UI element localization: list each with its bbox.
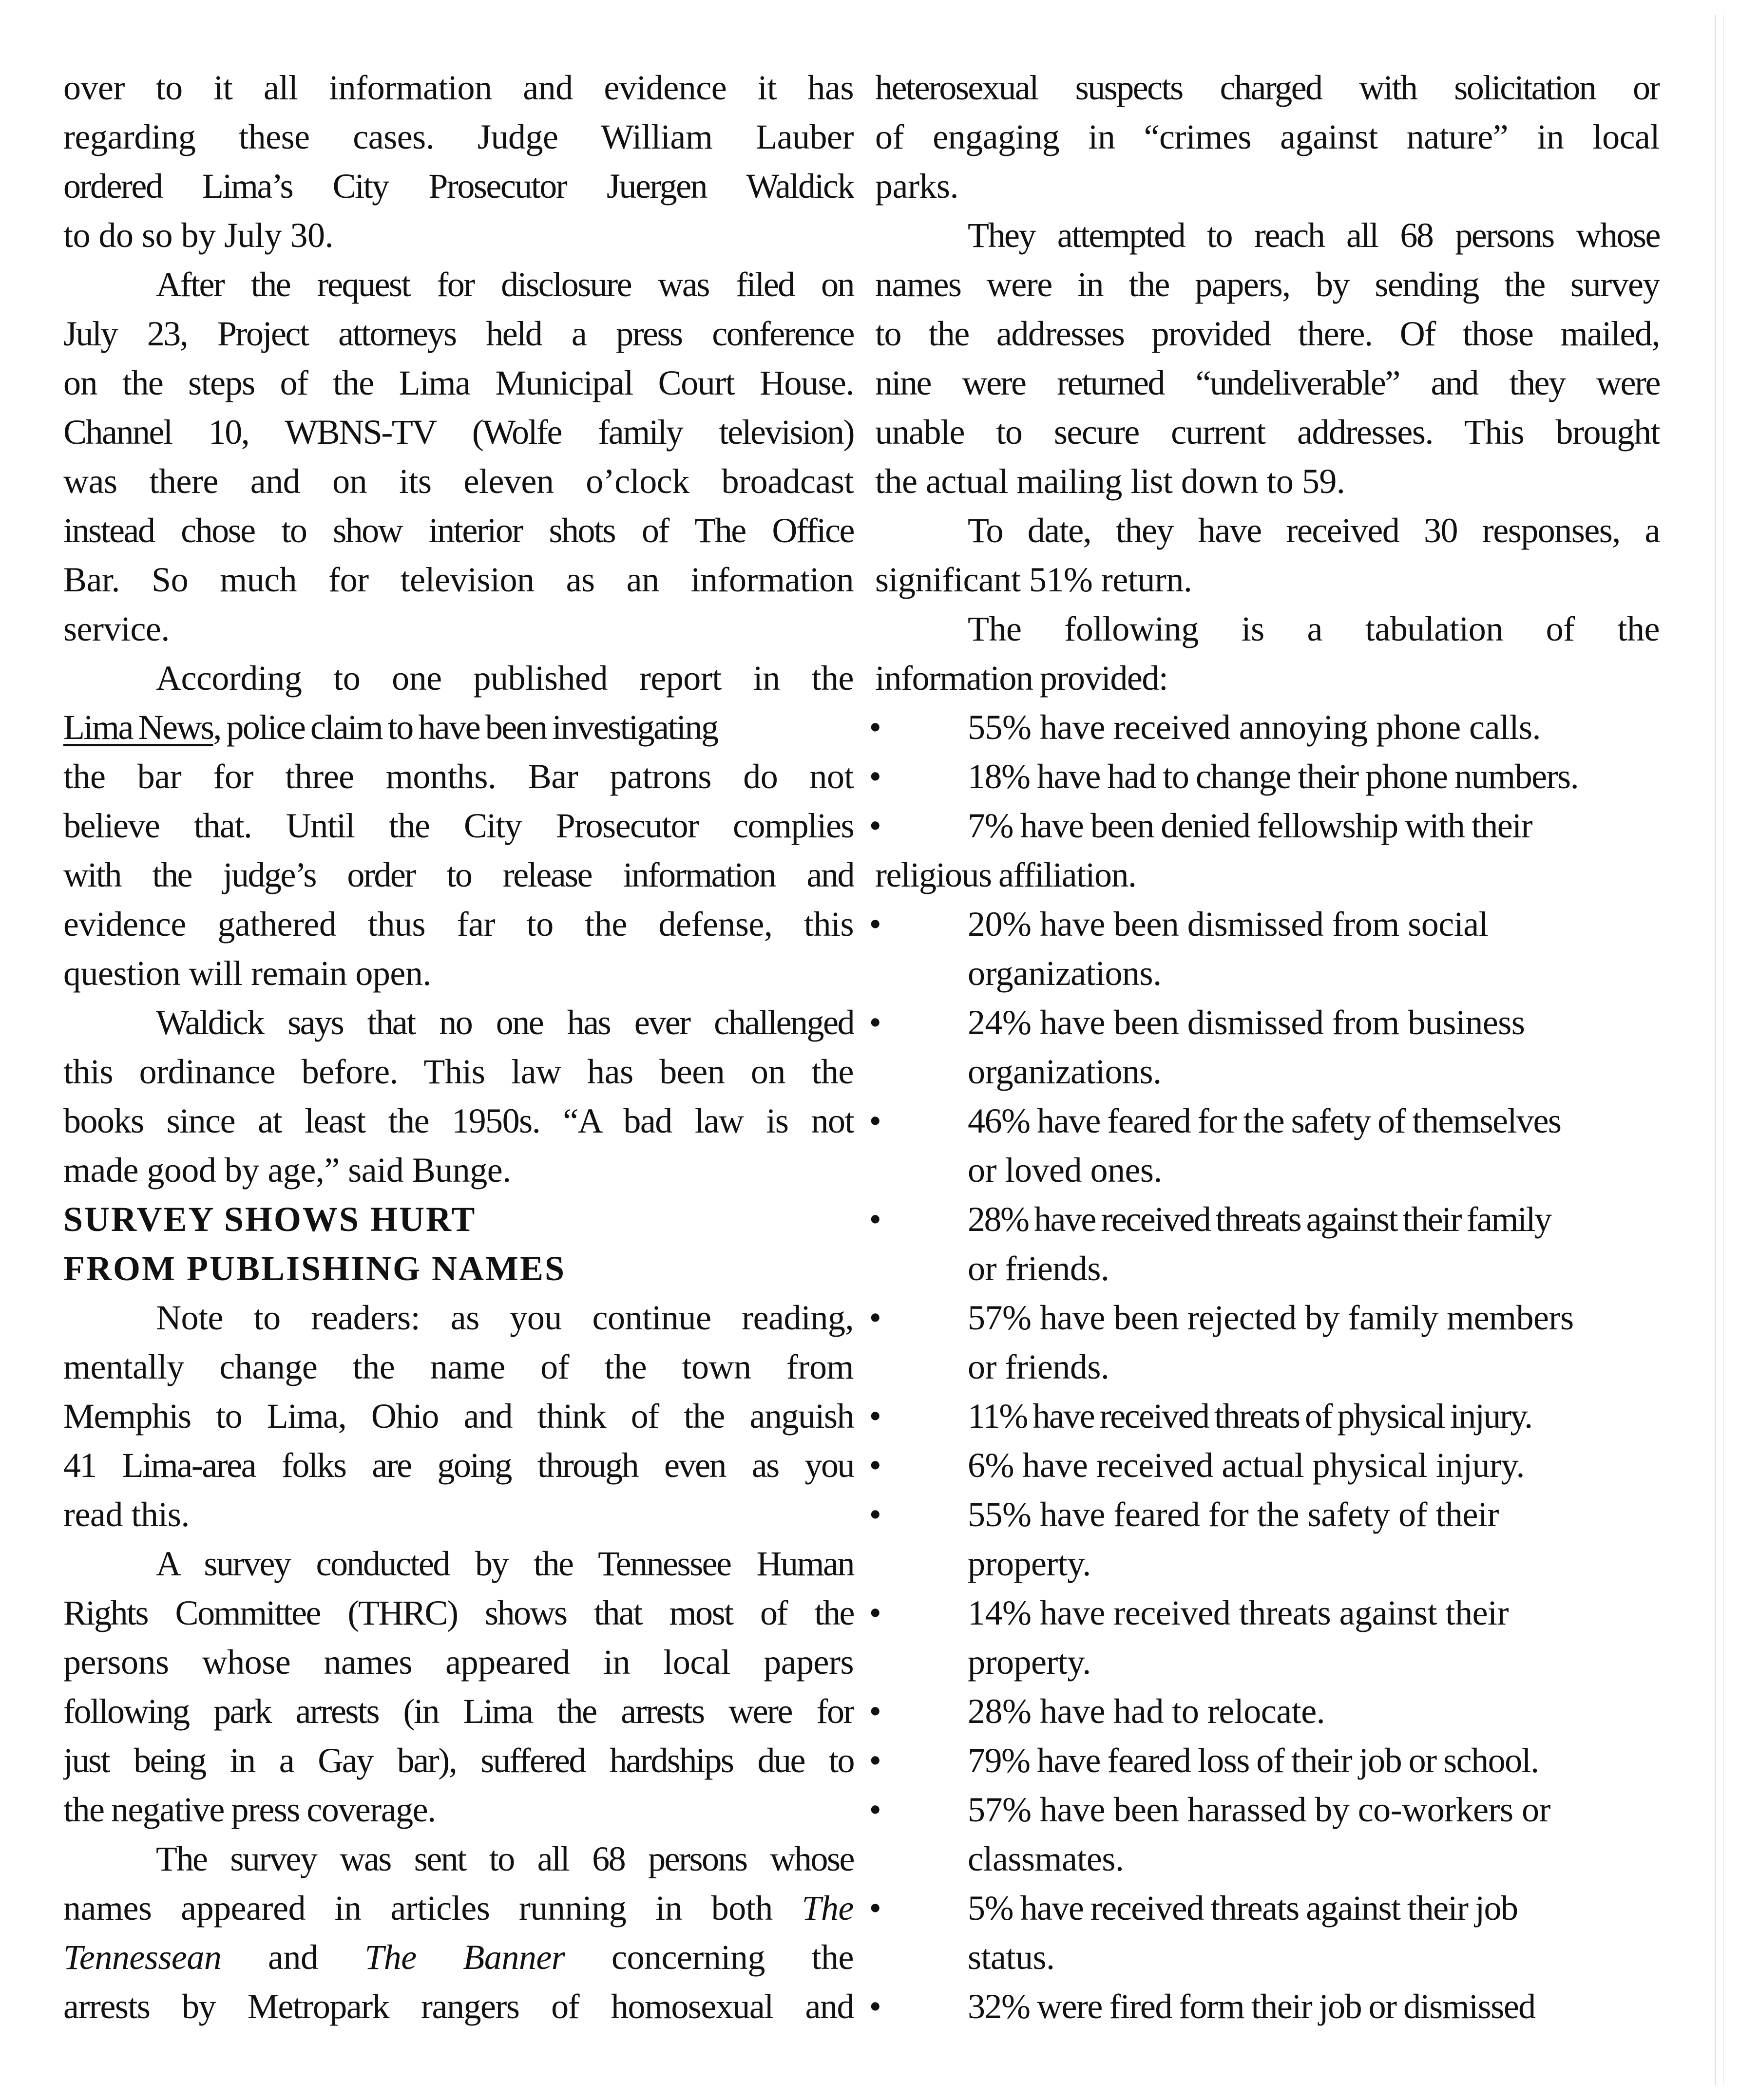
bullet-icon: • [869, 1987, 881, 2026]
bullet-icon: • [869, 1889, 881, 1928]
list-item [869, 1490, 1660, 1589]
bullet-text: 7% have been denied fellowship with their [968, 806, 1532, 845]
text-line: Waldick says that no one has ever challenged [156, 1003, 854, 1042]
text-line: parks. [875, 167, 958, 206]
survey-results-list [869, 703, 1660, 2031]
bullet-text: 14% have received threats against their [968, 1593, 1509, 1632]
paragraph-thrc-survey [63, 1539, 854, 1835]
bullet-icon: • [869, 1741, 881, 1780]
text-line: service. [63, 609, 170, 648]
text-fragment: names appeared in articles running in both [63, 1889, 773, 1928]
text-line: the negative press coverage. [63, 1790, 436, 1829]
list-item [869, 1589, 1660, 1687]
heading-line: FROM PUBLISHING NAMES [63, 1249, 566, 1288]
bullet-text: 18% have had to change their phone numbers. [968, 757, 1579, 796]
paragraph-tabulation-intro [875, 605, 1660, 703]
bullet-text: organizations. [968, 1052, 1162, 1091]
text-line: A survey conducted by the Tennessee Human [156, 1544, 854, 1583]
bullet-line [869, 752, 1660, 801]
bullet-icon: • [869, 1593, 881, 1632]
list-item [869, 752, 1660, 801]
text-line: Rights Committee (THRC) shows that most of the [63, 1593, 854, 1632]
text-line: with the judge’s order to release information and [63, 855, 854, 894]
text-line: was there and on its eleven o’clock broadcast [63, 462, 854, 501]
bullet-text: or friends. [968, 1347, 1109, 1386]
text-line: Channel 10, WBNS-TV (Wolfe family television) [63, 413, 854, 452]
list-item [869, 1293, 1660, 1392]
bullet-text: 55% have feared for the safety of their [968, 1495, 1499, 1534]
text-fragment: concerning the [612, 1938, 854, 1977]
text-line: To date, they have received 30 responses, a [968, 511, 1660, 550]
publication-title: The [802, 1889, 854, 1928]
bullet-line [869, 1884, 1660, 1933]
bullet-icon: • [869, 1298, 881, 1337]
text-line: following park arrests (in Lima the arrests were for [63, 1692, 854, 1731]
bullet-icon: • [869, 1200, 881, 1239]
bullet-text: 32% were fired form their job or dismissed [968, 1987, 1535, 2026]
bullet-line [869, 1687, 1660, 1736]
publication-title-lima-news: Lima News [63, 708, 213, 747]
bullet-icon: • [869, 1003, 881, 1042]
bullet-continuation-line [875, 1539, 1660, 1589]
left-column [63, 63, 854, 2031]
section-heading [63, 1195, 854, 1293]
list-item [869, 1097, 1660, 1195]
bullet-continuation-line [875, 1835, 1660, 1884]
list-item [869, 1392, 1660, 1441]
text-line: 41 Lima-area folks are going through even as you [63, 1446, 854, 1485]
text-line: Memphis to Lima, Ohio and think of the anguish [63, 1397, 854, 1436]
text-line [63, 703, 854, 752]
list-item [869, 1195, 1660, 1293]
bullet-line [869, 1490, 1660, 1539]
text-line: significant 51% return. [875, 560, 1192, 599]
text-line: the bar for three months. Bar patrons do not [63, 757, 854, 796]
bullet-icon: • [869, 1692, 881, 1731]
text-line: on the steps of the Lima Municipal Court House. [63, 363, 854, 402]
bullet-line [869, 998, 1660, 1047]
text-line: The survey was sent to all 68 persons whose [156, 1839, 854, 1878]
heading-line: SURVEY SHOWS HURT [63, 1200, 477, 1239]
list-item [869, 1884, 1660, 1982]
bullet-text: classmates. [968, 1839, 1124, 1878]
paragraph-ordinance [63, 998, 854, 1195]
text-line: After the request for disclosure was filed on [156, 265, 854, 304]
paragraph-court-order [63, 63, 854, 260]
bullet-text: or loved ones. [968, 1151, 1162, 1190]
bullet-line [869, 1589, 1660, 1638]
text-line: made good by age,” said Bunge. [63, 1151, 511, 1190]
bullet-line [869, 801, 1660, 851]
bullet-text: religious affiliation. [875, 855, 1136, 894]
text-line: read this. [63, 1495, 190, 1534]
text-line: unable to secure current addresses. This brought [875, 413, 1660, 452]
bullet-text: organizations. [968, 954, 1162, 993]
text-line: nine were returned “undeliverable” and they were [875, 363, 1660, 402]
list-item [869, 1736, 1660, 1785]
bullet-text: property. [968, 1544, 1091, 1583]
text-line: just being in a Gay bar), suffered hardships due to [63, 1741, 854, 1780]
bullet-continuation-line [875, 1146, 1660, 1195]
paragraph-responses [875, 506, 1660, 605]
text-fragment: , police claim to have been investigating [213, 708, 718, 747]
bullet-text: or friends. [968, 1249, 1109, 1288]
bullet-line [869, 1195, 1660, 1244]
bullet-icon: • [869, 1101, 881, 1140]
bullet-continuation-line [875, 949, 1660, 998]
list-item [869, 1785, 1660, 1884]
bullet-wrap-line [875, 851, 1660, 900]
bullet-line [869, 900, 1660, 949]
bullet-text: 28% have had to relocate. [968, 1692, 1325, 1731]
bullet-text: status. [968, 1938, 1055, 1977]
bullet-line [869, 1982, 1660, 2031]
text-line: July 23, Project attorneys held a press conference [63, 314, 854, 353]
list-item [869, 1982, 1660, 2031]
text-line: Bar. So much for television as an information [63, 560, 854, 599]
bullet-line [869, 1097, 1660, 1146]
paragraph-note-to-readers [63, 1293, 854, 1539]
bullet-continuation-line [875, 1343, 1660, 1392]
text-line: this ordinance before. This law has been on the [63, 1052, 854, 1091]
bullet-icon: • [869, 757, 881, 796]
text-line: regarding these cases. Judge William Lauber [63, 117, 854, 156]
text-line: the actual mailing list down to 59. [875, 462, 1345, 501]
text-line: Note to readers: as you continue reading, [156, 1298, 854, 1337]
bullet-line [869, 703, 1660, 752]
bullet-line [869, 1736, 1660, 1785]
list-item [869, 900, 1660, 998]
bullet-text: 57% have been harassed by co-workers or [968, 1790, 1551, 1829]
publication-title-banner: The Banner [364, 1938, 565, 1977]
list-item [869, 1441, 1660, 1490]
text-line: books since at least the 1950s. “A bad law is not [63, 1101, 854, 1140]
publication-title-tennessean: Tennessean [63, 1938, 222, 1977]
text-line: mentally change the name of the town from [63, 1347, 854, 1386]
bullet-icon: • [869, 1790, 881, 1829]
text-line [63, 1884, 854, 1933]
list-item [869, 703, 1660, 752]
text-line: arrests by Metropark rangers of homosexual and [63, 1987, 854, 2026]
bullet-icon: • [869, 1446, 881, 1485]
text-line: ordered Lima’s City Prosecutor Juergen Waldick [63, 167, 854, 206]
bullet-line [869, 1392, 1660, 1441]
bullet-icon: • [869, 905, 881, 944]
bullet-text: 24% have been dismissed from business [968, 1003, 1525, 1042]
text-line: to do so by July 30. [63, 216, 334, 255]
text-line: over to it all information and evidence it has [63, 68, 854, 107]
text-line [63, 1933, 854, 1982]
text-line: According to one published report in the [156, 659, 854, 698]
text-line: believe that. Until the City Prosecutor complies [63, 806, 854, 845]
list-item [869, 801, 1660, 900]
bullet-text: 11% have received threats of physical injury. [968, 1397, 1532, 1436]
text-fragment: and [268, 1938, 318, 1977]
list-item [869, 998, 1660, 1097]
paragraph-mailing [875, 211, 1660, 506]
paragraph-press-conference [63, 260, 854, 654]
text-line: names were in the papers, by sending the survey [875, 265, 1660, 304]
page-edge-rule-secondary [1723, 15, 1724, 2085]
bullet-continuation-line [875, 1638, 1660, 1687]
bullet-continuation-line [875, 1244, 1660, 1293]
list-item [869, 1687, 1660, 1736]
bullet-icon: • [869, 806, 881, 845]
bullet-continuation-line [875, 1047, 1660, 1097]
text-line: They attempted to reach all 68 persons whose [968, 216, 1660, 255]
text-line: heterosexual suspects charged with solicitation or [875, 68, 1660, 107]
right-column [869, 63, 1660, 2031]
page-edge-rule [1715, 15, 1716, 2085]
bullet-continuation-line [875, 1933, 1660, 1982]
text-line: of engaging in “crimes against nature” in local [875, 117, 1660, 156]
bullet-text: 79% have feared loss of their job or school. [968, 1741, 1539, 1780]
bullet-line [869, 1441, 1660, 1490]
bullet-icon: • [869, 1495, 881, 1534]
bullet-text: 6% have received actual physical injury. [968, 1446, 1525, 1485]
text-line: question will remain open. [63, 954, 431, 993]
text-line: evidence gathered thus far to the defense, this [63, 905, 854, 944]
bullet-text: 57% have been rejected by family members [968, 1298, 1574, 1337]
paragraph-lima-news-report [63, 654, 854, 998]
bullet-text: 5% have received threats against their job [968, 1889, 1518, 1928]
bullet-line [869, 1785, 1660, 1835]
bullet-text: 20% have been dismissed from social [968, 905, 1489, 944]
paragraph-heterosexual-suspects [875, 63, 1660, 211]
text-line: instead chose to show interior shots of The Office [63, 511, 854, 550]
bullet-text: 55% have received annoying phone calls. [968, 708, 1541, 747]
bullet-text: property. [968, 1643, 1091, 1682]
text-line: information provided: [875, 659, 1168, 698]
text-line: persons whose names appeared in local papers [63, 1643, 854, 1682]
paragraph-survey-sent [63, 1835, 854, 2031]
text-line: The following is a tabulation of the [968, 609, 1660, 648]
text-line: to the addresses provided there. Of those mailed, [875, 314, 1660, 353]
bullet-text: 28% have received threats against their family [968, 1200, 1551, 1239]
bullet-icon: • [869, 1397, 881, 1436]
bullet-text: 46% have feared for the safety of themselves [968, 1101, 1561, 1140]
bullet-icon: • [869, 708, 881, 747]
bullet-line [869, 1293, 1660, 1343]
